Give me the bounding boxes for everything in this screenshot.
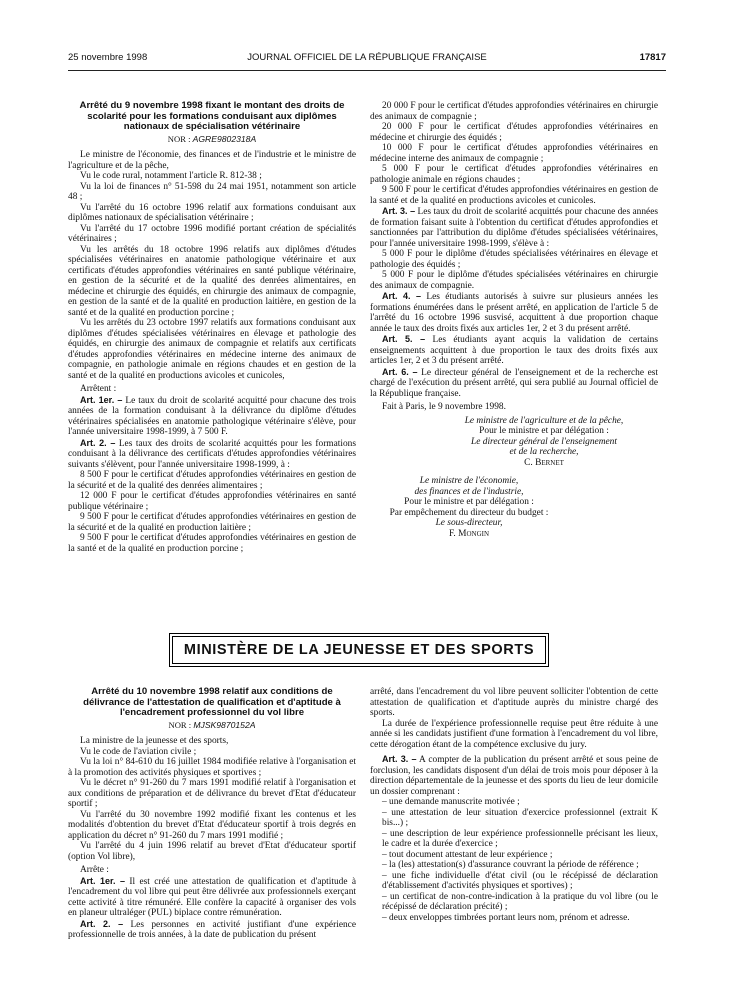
amount-line: 5 000 F pour le diplôme d'études spécialisées vétérinaires en élevage et pathologie des équidés ; (370, 249, 658, 270)
arrete: Arrête : (80, 865, 109, 875)
para: Vu l'arrêté du 17 octobre 1996 modifié portant création de spécialités vétérinaires ; (68, 223, 356, 244)
para: Vu la loi n° 84-610 du 16 juillet 1984 modifiée relative à l'organisation et à la promotion des activités physiques et sportives ; (68, 757, 356, 778)
amount-line: 9 500 F pour le certificat d'études approfondies vétérinaires en gestion de la santé et de la qualité en production porcine ; (68, 533, 356, 554)
amount-line: 20 000 F pour le certificat d'études approfondies vétérinaires en chirurgie des animaux de compagnie ; (370, 101, 658, 122)
decree-1-nor: NOR : AGRE9802318A (167, 133, 257, 144)
article-5: Art. 5. – Les étudiants ayant acquis la validation de certains enseignements acquittent à due proportion le taux des droits fixés aux articles 1er, 2 et 3 du présent arrêté. (370, 334, 658, 366)
arretent: Arrêtent : (80, 384, 117, 394)
amount-line: 5 000 F pour le diplôme d'études spécialisées vétérinaires en chirurgie des animaux de compagnie. (370, 270, 658, 291)
article-6: Art. 6. – Le directeur général de l'enseignement et de la recherche est chargé de l'exécution du présent arrêté, qui sera publié au Journal officiel de la République française. (370, 366, 659, 399)
article-1: Art. 1er. – Il est créé une attestation de qualification et d'aptitude à l'encadrement du vol libre qui peut être délivrée aux professionnels exerçant cette activité à titre rémunéré. Elle confère la capacité à organiser des vols en planeur ultraléger (PUL) biplace contre rémunération. (68, 875, 356, 918)
decree-1-column-left (68, 101, 356, 554)
article-4: Art. 4. – Les étudiants autorisés à suivre sur plusieurs années les formations énumérées dans le présent arrêté, en application de l'article 5 de l'arrêté du 16 octobre 1996 susvisé, acquittent à due proportion chaque année le taux des droits fixés aux articles 1er, 2 et 3 du présent arrêté. (370, 291, 659, 334)
amount-line: 9 500 F pour le certificat d'études approfondies vétérinaires en gestion de la sécurité et de la qualité en production laitière ; (68, 512, 356, 533)
amount-line: 10 000 F pour le certificat d'études approfondies vétérinaires en médecine interne des animaux de compagnie ; (370, 143, 658, 164)
para: Vu le code de l'aviation civile ; (80, 746, 197, 757)
article-2: Art. 2. – Les taux des droits de scolarité acquittés pour les formations conduisant à la délivrance des certificats d'études approfondies vétérinaires suivants s'élèvent, pour l'année universitaire 1998-1999, à : (68, 437, 356, 470)
decree-2-column-left (68, 687, 356, 941)
decree-2-nor: NOR : MJSK9870152A (168, 719, 256, 730)
dossier-list (370, 797, 658, 923)
article-3: Art. 3. – A compter de la publication du présent arrêté et sous peine de forclusion, les candidats disposent d'un délai de trois mois pour déposer à la direction départementale de la jeunesse et des sports du lieu de leur domicile un dossier comprenant : (370, 754, 658, 797)
para: Vu les arrêtés du 18 octobre 1996 relatifs aux diplômes d'études spécialisées vétérinaires en anatomie pathologique vétérinaire et aux certificats d'études approfondies vétérinaires en santé publique vétérinaire, en gestion de la sécurité et de la qualité des denrées alimentaires, en médecine et chirurgie des équidés, en chirurgie des animaux de compagnie, en gestion de la santé et de la qualité en production laitière, en gestion de la santé et de la qualité en production porcine ; (68, 244, 356, 318)
article-2: Art. 2. – Les personnes en activité justifiant d'une expérience professionnelle de trois années, à la date de publication du présent (68, 918, 356, 940)
decree-1-column-right (370, 101, 658, 539)
para: Vu l'arrêté du 30 novembre 1992 modifié fixant les contenus et les modalités d'obtention du brevet d'Etat d'éducateur sportif à trois degrés en application du décret n° 91-260 du 7 mars 1991 modifié ; (68, 809, 356, 841)
list-item: – la (les) attestation(s) d'assurance couvrant la période de référence ; (382, 860, 639, 870)
para: La ministre de la jeunesse et des sports, (80, 736, 229, 746)
decree-2-column-right (370, 687, 658, 923)
para: Vu la loi de finances n° 51-598 du 24 mai 1951, notamment son article 48 ; (68, 181, 356, 202)
para: Vu le code rural, notamment l'article R. 812-38 ; (80, 171, 262, 181)
decree-2-title: Arrêté du 10 novembre 1998 relatif aux conditions de délivrance de l'attestation de qualification et d'aptitude à l'encadrement professionnel du vol libre (83, 686, 341, 718)
list-item: – deux enveloppes timbrées portant leurs nom, prénom et adresse. (382, 912, 630, 923)
amount-line: 20 000 F pour le certificat d'études approfondies vétérinaires en médecine et chirurgie des équidés ; (370, 122, 658, 143)
para: La durée de l'expérience professionnelle requise peut être réduite à une année si les candidats justifient d'une formation à l'encadrement du vol libre, cette dérogation étant de la compétence exclusive du jury. (370, 718, 658, 750)
signature-economie: Le ministre de l'économie, des finances et de l'industrie, Pour le ministre et par délégation : Par empêchement du directeur du budget : Le sous-directeur, F. Mongin (389, 476, 549, 539)
list-item: – un certificat de non-contre-indication à la pratique du vol libre (ou le récépissé de déclaration précité) ; (382, 891, 658, 912)
para: Vu l'arrêté du 4 juin 1996 relatif au brevet d'Etat d'éducateur sportif (option Vol libre), (68, 841, 356, 862)
amount-line: 9 500 F pour le certificat d'études approfondies vétérinaires en gestion de la santé et de la qualité en productions avicoles et cunicoles. (370, 185, 658, 206)
para: Vu l'arrêté du 16 octobre 1996 relatif aux formations conduisant aux diplômes nationaux de spécialisation vétérinaire ; (68, 202, 356, 223)
amount-line: 8 500 F pour le certificat d'études approfondies vétérinaires en gestion de la sécurité et de la qualité des denrées alimentaires ; (68, 470, 356, 491)
journal-title: JOURNAL OFFICIEL DE LA RÉPUBLIQUE FRANÇAISE (247, 52, 487, 63)
article-3: Art. 3. – Les taux du droit de scolarité acquittés pour chacune des années de formation faisant suite à l'obtention du certificat d'études approfondies et sanctionnées par l'attribution du diplôme d'études spécialisées vétérinaires, pour l'année universitaire 1998-1999, s'élève à : (370, 206, 659, 249)
decree-1-title: Arrêté du 9 novembre 1998 fixant le montant des droits de scolarité pour les formations conduisant aux diplômes nationaux de spécialisation vétérinaire (79, 100, 345, 132)
page-header (68, 52, 666, 66)
fait-a-paris: Fait à Paris, le 9 novembre 1998. (382, 402, 506, 412)
header-rule (68, 70, 666, 71)
para: arrêté, dans l'encadrement du vol libre peuvent solliciter l'obtention de cette attestation de qualification et d'aptitude auprès du ministre chargé des sports. (370, 687, 658, 718)
amount-line: 5 000 F pour le certificat d'études approfondies vétérinaires en pathologie animale en régions chaudes ; (370, 164, 658, 185)
list-item: – une attestation de leur situation d'exercice professionnel (extrait K bis...) ; (382, 807, 658, 828)
ministry-banner: MINISTÈRE DE LA JEUNESSE ET DES SPORTS (172, 636, 546, 664)
para: Vu les arrêtés du 23 octobre 1997 relatifs aux formations conduisant aux diplômes d'études spécialisées vétérinaires en élevage et pathologie des équidés, en chirurgie des animaux de compagnie et relatifs aux certificats d'études approfondies vétérinaires en médecine interne des animaux de compagnie, en pathologie animale en régions chaudes et en gestion de la santé et de la qualité en productions avicoles et cunicoles, (68, 318, 356, 381)
para: Le ministre de l'économie, des finances et de l'industrie et le ministre de l'agriculture et de la pêche, (68, 150, 356, 171)
para: Vu le décret n° 91-260 du 7 mars 1991 modifié relatif à l'organisation et aux conditions de préparation et de délivrance du brevet d'Etat d'éducateur sportif ; (68, 778, 356, 809)
list-item: – une fiche individuelle d'état civil (ou le récépissé de déclaration d'établissement d'activités physiques et sportives) ; (382, 870, 658, 891)
list-item: – tout document attestant de leur expérience ; (382, 849, 553, 860)
header-date: 25 novembre 1998 (68, 52, 148, 63)
article-1: Art. 1er. – Le taux du droit de scolarité acquitté pour chacune des trois années de la formation conduisant à la délivrance du diplôme d'études vétérinaires spécialisées en anatomie pathologique vétérinaire s'élève, pour l'année universitaire 1998-1999, à 7 500 F. (68, 394, 356, 437)
list-item: – une description de leur expérience professionnelle précisant les lieux, le cadre et la durée d'exercice ; (382, 828, 658, 849)
signature-agriculture: Le ministre de l'agriculture et de la pêche, Pour le ministre et par délégation : Le directeur général de l'enseignement et de la recherche, C. Bernet (464, 415, 624, 468)
page-number: 17817 (639, 52, 666, 63)
list-item: – une demande manuscrite motivée ; (382, 797, 520, 807)
amount-line: 12 000 F pour le certificat d'études approfondies vétérinaires en santé publique vétérinaire ; (68, 491, 356, 512)
